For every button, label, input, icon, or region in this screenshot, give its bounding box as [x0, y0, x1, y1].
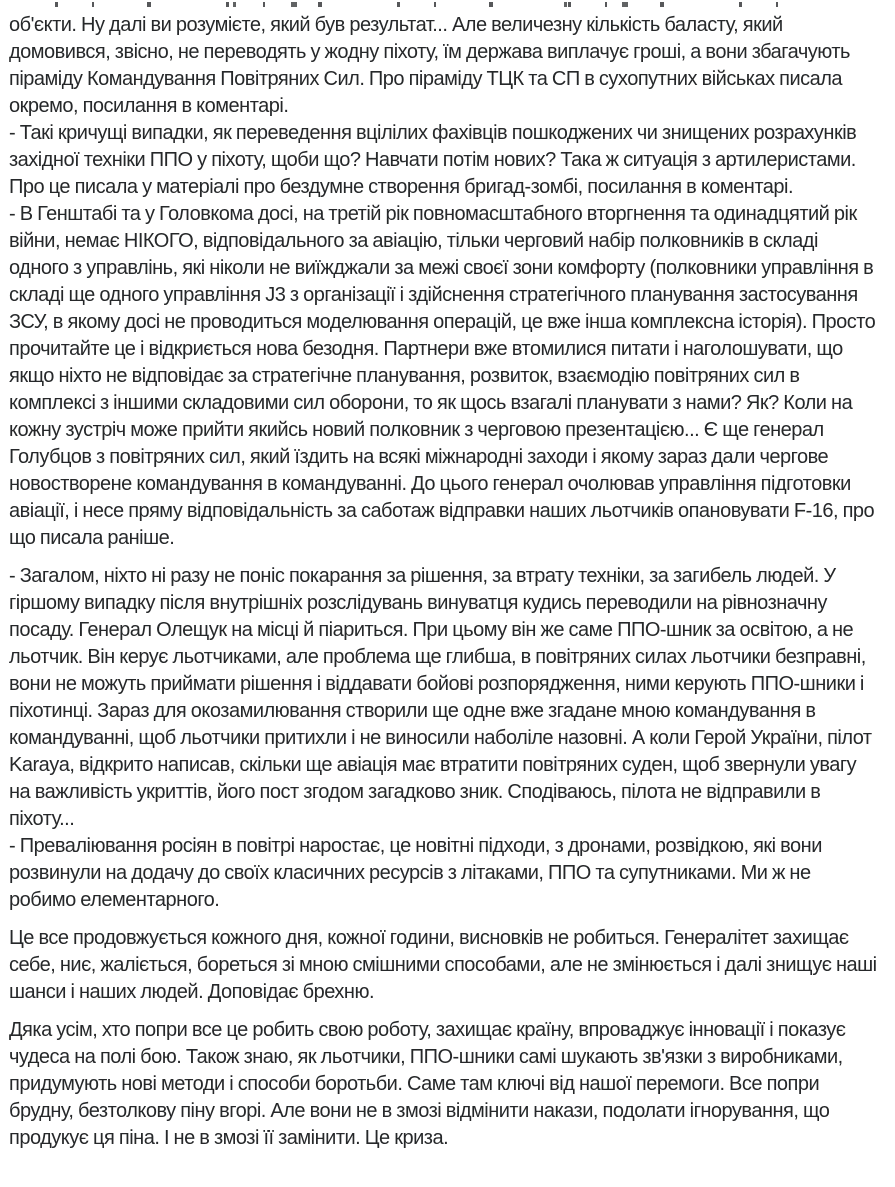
post-paragraph: - В Генштабі та у Головкома досі, на третій рік повномасштабного вторгнення та одинадцятий рік війни, немає НІКОГО, відповідального за авіацію, тільки черговий набір полковників в складі одного з управлінь, які ніколи не виїжджали за межі своєї зони комфорту (полковники управління в складі ще одного управління J3 з організації і здійснення стратегічного планування застосування ЗСУ, в якому досі не проводиться моделювання операцій, це вже інша комплексна історія). Просто прочитайте це і відкриється нова безодня. Партнери вже втомилися питати і наголошувати, що якщо ніхто не відповідає за стратегічне планування, розвиток, взаємодію повітряних сил в комплексі з іншими складовими сил оборони, то як щось взагалі планувати з нами? Як? Коли на кожну зустріч може прийти якийсь новий полковник з черговою презентацією... Є ще генерал Голубцов з повітряних сил, який їздить на всякі міжнародні заходи і якому зараз дали чергове новостворене командування в командуванні. До цього генерал очолював управління підготовки авіації, і несе пряму відповідальність за саботаж відправки наших льотчиків опановувати F-16, про що писала раніше. [9, 203, 880, 549]
post-paragraph: Дяка усім, хто попри все це робить свою роботу, захищає країну, впроваджує інновації і показує чудеса на полі бою. Також знаю, як льотчики, ППО-шники самі шукають зв'язки з виробниками, придумують нові методи і способи боротьби. Саме там ключі від нашої перемоги. Все попри брудну, безтолкову піну вгорі. Але вони не в змозі відмінити накази, подолати ігнорування, що продукує ця піна. І не в змозі її замінити. Це криза. [9, 1019, 851, 1149]
post-paragraph: об'єкти. Ну далі ви розумієте, який був результат... Але величезну кількість баласту, який домовився, звісно, не переводять у жодну піхоту, їм держава виплачує гроші, а вони збагачують піраміду Командування Повітряних Сил. Про піраміду ТЦК та СП в сухопутних військах писала окремо, посилання в коментарі. [9, 14, 855, 117]
post-paragraph: - Загалом, ніхто ні разу не поніс покарання за рішення, за втрату техніки, за загибель людей. У гіршому випадку після внутрішніх розслідувань винуватця кудись переводили на рівнозначну посаду. Генерал Олещук на місці й піариться. При цьому він же саме ППО-шник за освітою, а не льотчик. Він керує льотчиками, але проблема ще глибша, в повітряних силах льотчики безправні, вони не можуть приймати рішення і віддавати бойові розпорядження, ними керують ППО-шники і піхотинці. Зараз для окозамилювання створили ще одне вже згадане мною командування в командуванні, щоб льотчики притихли і не виносили наболіле назовні. А коли Герой України, пілот Karaya, відкрито написав, скільки ще авіація має втратити повітряних суден, щоб звернули увагу на важливість укриттів, його пост згодом загадково зник. Сподіваюсь, пілота не відправили в піхоту... [9, 565, 877, 830]
post-paragraph: - Такі кричущі випадки, як переведення вцілілих фахівців пошкоджених чи знищених розрахунків західної техніки ППО у піхоту, щоби що? Навчати потім нових? Така ж ситуація з артилеристами. Про це писала у матеріалі про бездумне створення бригад-зомбі, посилання в коментарі. [9, 122, 861, 198]
post-paragraph: Це все продовжується кожного дня, кожної години, висновків не робиться. Генералітет захищає себе, ниє, жаліється, бореться зі мною смішними способами, але не змінюється і далі знищує наші шанси і наших людей. Доповідає брехню. [9, 927, 882, 1003]
clipped-line-fragment [29, 2, 881, 8]
clipped-glyph-marks [29, 2, 809, 7]
post-paragraph: - Преваліювання росіян в повітрі наростає, це новітні підходи, з дронами, розвідкою, які вони розвинули на додачу до своїх класичних ресурсів з літаками, ППО та супутниками. Ми ж не робимо елементарного. [9, 835, 827, 911]
